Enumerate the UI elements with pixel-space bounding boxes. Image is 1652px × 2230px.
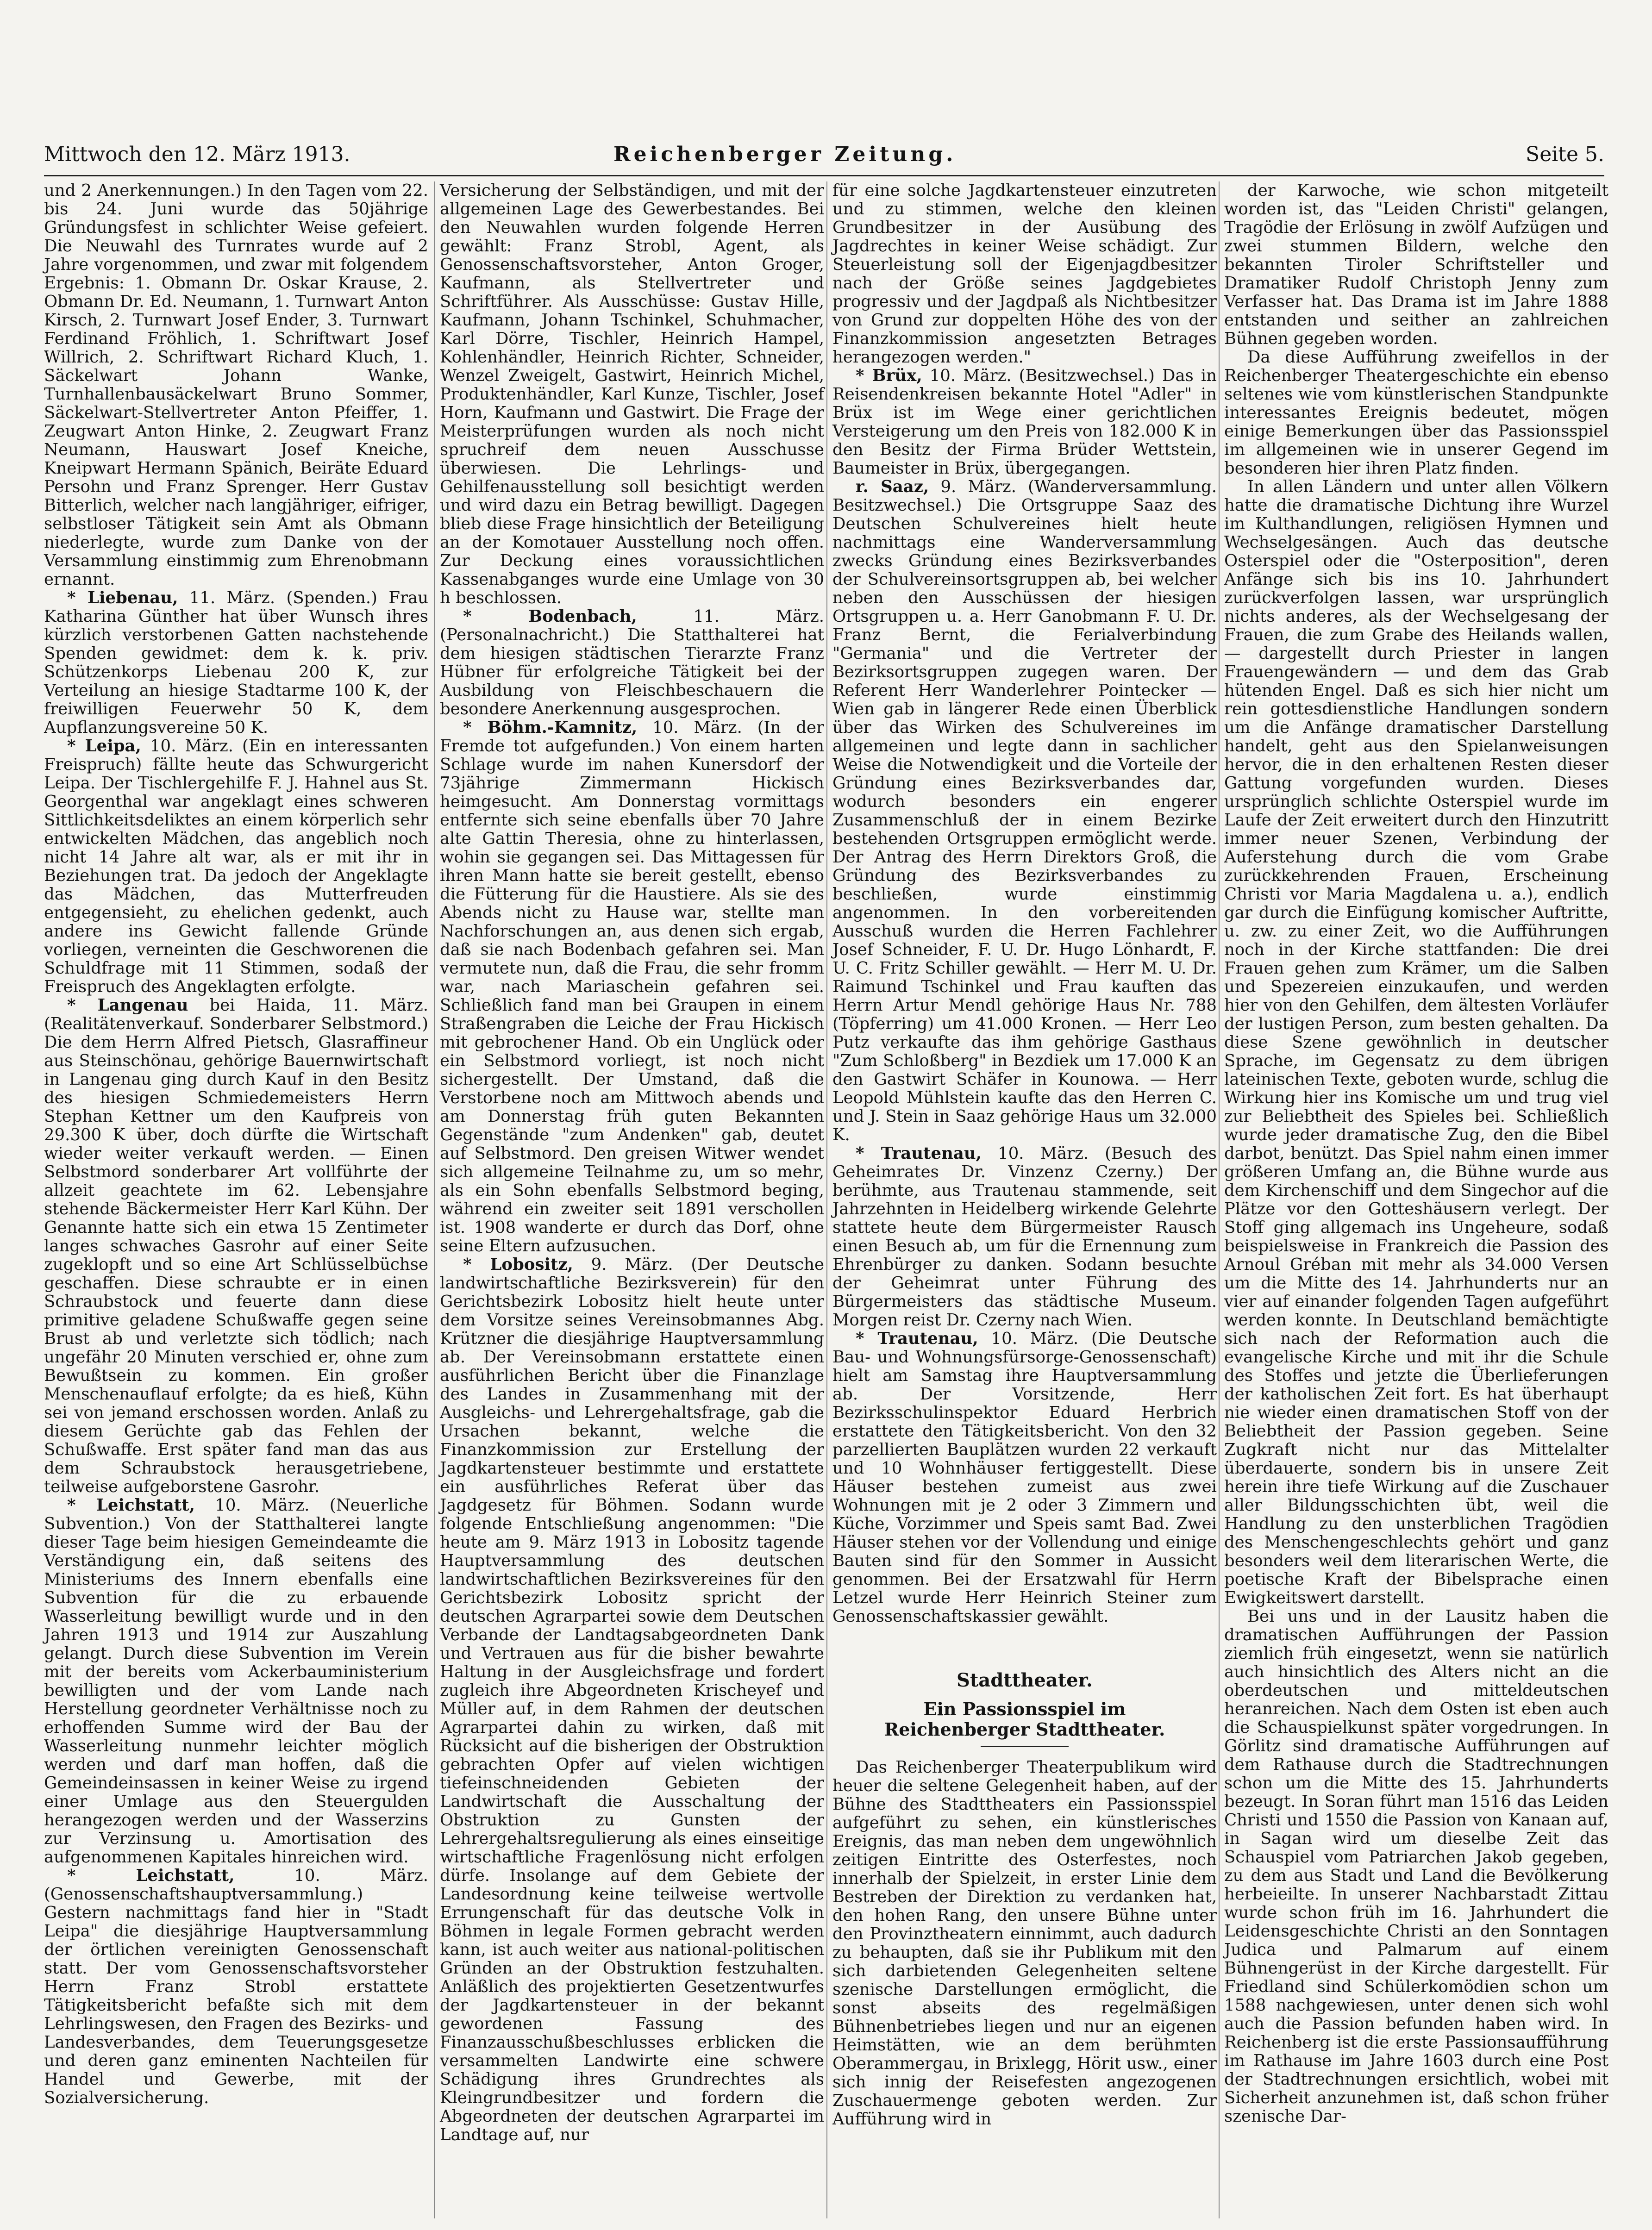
dateline-place: * Böhm.-Kamnitz,: [463, 718, 638, 737]
dateline-place: * Trautenau,: [856, 1144, 982, 1163]
news-item: [440, 181, 824, 607]
news-text: 10. März. (Besitzwechsel.) Das in Reisendenkreisen bekannte Hotel "Adler" in Brüx ist im Wege einer gerichtlichen Versteigerung um den Preis von 182.000 K in den Besitz der Firma Brüder Wettstein, Baumeister in Brüx, übergegangen.: [832, 366, 1217, 478]
page-number: Seite 5.: [1526, 143, 1604, 166]
dateline-place: * Bodenbach,: [463, 607, 637, 626]
column-divider: [1219, 181, 1220, 2218]
news-text: 10. März. (Besuch des Geheimrates Dr. Vinzenz Czerny.) Der berühmte, aus Trautenau stammende, seit Jahrzehnten in Heidelberg wirkende Gelehrte stattete heute dem Bürgermeister Rausch einen Besuch ab, um für die Ernennung zum Ehrenbürger zu danken. Sodann besuchte der Geheimrat unter Führung des Bürgermeisters das städtische Museum. Morgen reist Dr. Czerny nach Wien.: [832, 1144, 1217, 1330]
news-item: [832, 1330, 1217, 1626]
news-item: [44, 1867, 428, 2107]
news-item: [1224, 181, 1608, 348]
dateline-place: r. Saaz,: [856, 477, 929, 496]
news-item: [440, 718, 824, 1256]
news-text: 9. März. (Der Deutsche landwirtschaftliche Bezirksverein) für den Gerichtsbezirk Lobositz hielt heute unter dem Vorsitze seines Vereinsobmannes Abg. Krützner die diesjährige Hauptversammlung ab. Der Vereinsobmann erstattete einen ausführlichen Bericht über die Finanzlage des Landes in Zusammenhang mit der Ausgleichs- und Lehrergehaltsfrage, gab die Ursachen bekannt, welche die Finanzkommission zur Erstellung der Jagdkartensteuer bestimmte und erstattete ein ausführliches Referat über das Jagdgesetz für Böhmen. Sodann wurde folgende Entschließung angenommen: "Die heute am 9. März 1913 in Lobositz tagende Hauptversammlung des deutschen landwirtschaftlichen Bezirksvereines für den Gerichtsbezirk Lobositz spricht der deutschen Agrarpartei sowie dem Deutschen Verbande der Landtagsabgeordneten Dank und Vertrauen aus für die bisher bewahrte Haltung in der Ausgleichsfrage und fordert zugleich ihre Abgeordneten Krischeyef und Müller auf, in dem Rahmen der deutschen Agrarpartei dahin zu wirken, daß mit Rücksicht auf die bisherigen der Obstruktion gebrachten Opfer auf vielen wichtigen tiefeinschneidenden Gebieten der Landwirtschaft die Ausschaltung der Obstruktion zu Gunsten der Lehrergehaltsregulierung als eines einseitige wirtschaftliche Fragenlösung nicht erfolgen dürfe. Insolange auf dem Gebiete der Landesordnung keine teilweise wertvolle Errungenschaft für das deutsche Volk in Böhmen in legale Formen gebracht werden kann, ist auch weiter aus national-politischen Gründen an der Obstruktion festzuhalten. Anläßlich des projektierten Gesetzentwurfes der Jagdkartensteuer in der bekannt gewordenen Fassung des Finanzausschußbeschlusses erblicken die versammelten Landwirte eine schwere Schädigung ihres Grundrechtes als Kleingrundbesitzer und fordern die Abgeordneten der deutschen Agrarpartei im Landtage auf, nur: [440, 1255, 824, 2144]
news-text: für eine solche Jagdkartensteuer einzutreten und zu stimmen, welche den kleinen Grundbesitzer in der Ausübung des Jagdrechtes in keiner Weise schädigt. Zur Steuerleistung soll der Eigenjagdbesitzer nach der Größe seines Jagdgebietes progressiv und der Jagdpaß als Nichtbesitzer von Grund zur doppelten Höhe des von der Finanzkommission angesetzten Betrages herangezogen werden.": [832, 181, 1217, 367]
news-item: [44, 996, 428, 1496]
news-text: 10. März. (In der Fremde tot aufgefunden.) Von einem harten Schlage wurde im nahen Kunersdorf der 73jährige Zimmermann Hickisch heimgesucht. Am Donnerstag vormittags entfernte sich seine ebenfalls über 70 Jahre alte Gattin Theresia, ohne zu hinterlassen, wohin sie gegangen sei. Das Mittagessen für ihren Mann hatte sie bereit gestellt, ebenso die Fütterung für die Haustiere. Als sie des Abends nicht zu Hause war, stellte man Nachforschungen an, aus denen sich ergab, daß sie nach Bodenbach gefahren sei. Man vermutete nun, daß die Frau, die sehr fromm war, nach Mariaschein gefahren sei. Schließlich fand man bei Graupen in einem Straßengraben die Leiche der Frau Hickisch mit gebrochener Hand. Ob ein Unglück oder ein Selbstmord vorliegt, ist noch nicht sichergestellt. Der Umstand, daß die Verstorbene noch am Mittwoch abends und am Donnerstag früh guten Bekannten Gegenstände "zum Andenken" gab, deutet auf Selbstmord. Den greisen Witwer wendet sich allgemeine Teilnahme zu, um so mehr, als ein Sohn ebenfalls Selbstmord beging, während ein zweiter seit 1891 verschollen ist. 1908 wanderte er durch das Dorf, ohne seine Eltern aufzusuchen.: [440, 718, 824, 1256]
news-text: 10. März. (Ein en interessanten Freispruch) fällte heute das Schwurgericht Leipa. Der Tischlergehilfe F. J. Hahnel aus St. Georgenthal war angeklagt eines schweren Sittlichkeitsdeliktes an einem körperlich sehr entwickelten Mädchen, das angeblich noch nicht 14 Jahre alt war, als er mit ihr in Beziehungen trat. Da jedoch der Angeklagte das Mädchen, das Mutterfreuden entgegensieht, zu ehelichen gedenkt, auch andere ins Gewicht fallende Gründe vorliegen, verneinten die Geschworenen die Schuldfrage mit 11 Stimmen, sodaß der Freispruch des Angeklagten erfolgte.: [44, 737, 428, 996]
headline-rule: [981, 1746, 1069, 1747]
news-text: der Karwoche, wie schon mitgeteilt worden ist, das "Leiden Christi" gelangen, Tragödie der Erlösung in zwölf Aufzügen und zwei stummen Bildern, welche den bekannten Tiroler Schriftsteller und Dramatiker Rudolf Christoph Jenny zum Verfasser hat. Das Drama ist im Jahre 1888 entstanden und seither an zahlreichen Bühnen gegeben worden.: [1224, 181, 1608, 348]
news-text: und 2 Anerkennungen.) In den Tagen vom 22. bis 24. Juni wurde das 50jährige Gründungsfest in schlichter Weise gefeiert. Die Neuwahl des Turnrates wurde auf 2 Jahre vorgenommen, und zwar mit folgendem Ergebnis: 1. Obmann Dr. Oskar Krause, 2. Obmann Dr. Ed. Neumann, 1. Turnwart Anton Kirsch, 2. Turnwart Josef Ender, 3. Turnwart Ferdinand Fröhlich, 1. Schriftwart Josef Willrich, 2. Schriftwart Richard Kluch, 1. Säckelwart Johann Wanke, Turnhallenbausäckelwart Bruno Sommer, Säckelwart-Stellvertreter Anton Pfeiffer, 1. Zeugwart Anton Hinke, 2. Zeugwart Franz Neumann, Hauswart Josef Kneiche, Kneipwart Hermann Spänich, Beiräte Eduard Persohn und Franz Sprenger. Herr Gustav Bitterlich, welcher nach langjähriger, eifriger, selbstloser Tätigkeit sein Amt als Obmann niederlegte, wurde zum Danke von der Versammlung einstimmig zum Ehrenobmann ernannt.: [44, 181, 428, 589]
news-item: [44, 181, 428, 589]
news-item: [832, 367, 1217, 478]
theater-section: [832, 1671, 1217, 2218]
news-item: [440, 1256, 824, 2144]
article-paragraph: Das Reichenberger Theaterpublikum wird heuer die seltene Gelegenheit haben, auf der Bühne des Stadttheaters ein Passionsspiel aufgeführt zu sehen, ein künstlerisches Ereignis, das man neben dem ungewöhnlich zeitigen Eintritte des Osterfestes, noch innerhalb der Spielzeit, in erster Linie dem Bestreben der Direktion zu verdanken hat, den hohen Rang, den unsere Bühne unter den Provinztheatern einnimmt, auch dadurch zu behaupten, daß sie ihr Publikum mit den sich darbietenden Gelegenheiten seltene szenische Darstellungen ermöglicht, die sonst abseits des regelmäßigen Bühnenbetriebes liegen und nur an eigenen Heimstätten, wie an dem berühmten Oberammergau, in Brixlegg, Hörit usw., einer sich innig der Reisefesten angezogenen Zuschauermenge geboten werden. Zur Aufführung wird in: [832, 1758, 1217, 2129]
page-header: [44, 139, 1604, 181]
news-item: [1224, 478, 1608, 1607]
headline-line-1: Ein Passionsspiel im: [923, 1699, 1126, 1719]
dateline-place: * Lobositz,: [463, 1255, 573, 1274]
news-item: [832, 478, 1217, 1144]
news-text: 10. März. (Neuerliche Subvention.) Von der Statthalterei langte dieser Tage beim hiesigen Gemeindeamte die Verständigung ein, daß seitens des Ministeriums des Innern ebenfalls eine Subvention für die zu erbauende Wasserleitung bewilligt wurde und in den Jahren 1913 und 1914 zur Auszahlung gelangt. Durch diese Subvention im Verein mit der bereits vom Ackerbauministerium bewilligten und der vom Lande nach Herstellung geordneter Verhältnisse noch zu erhoffenden Summe wird der Bau der Wasserleitung nunmehr leichter möglich werden und darf man hoffen, daß die Gemeindeinsassen in keiner Weise zu irgend einer Umlage aus den Steuergulden herangezogen werden und der Wasserzins zur Verzinsung u. Amortisation des aufgenommenen Kapitales hinreichen wird.: [44, 1496, 428, 1867]
dateline-place: * Leichstatt,: [67, 1866, 235, 1885]
news-item: [832, 1144, 1217, 1330]
news-text: 10. März. (Genossenschaftshauptversammlung.) Gestern nachmittags fand hier in "Stadt Leipa" die diesjährige Hauptversammlung der örtlichen vereinigten Genossenschaft statt. Der vom Genossenschaftsvorsteher Herrn Franz Strobl erstattete Tätigkeitsbericht befaßte sich mit dem Lehrlingswesen, den Fragen des Bezirks- und Landesverbandes, dem Teuerungsgesetze und deren ganz eminenten Nachteilen für Handel und Gewerbe, mit der Sozialversicherung.: [44, 1866, 428, 2107]
news-text: bei Haida, 11. März. (Realitätenverkauf. Sonderbarer Selbstmord.) Die dem Herrn Alfred Pietsch, Glasraffineur aus Steinschönau, gehörige Bauernwirtschaft in Langenau ging durch Kauf in den Besitz des hiesigen Schmiedemeisters Herrn Stephan Kettner um den Kaufpreis von 29.300 K über, doch dürfte die Wirtschaft wieder weiter verkauft werden. — Einen Selbstmord sonderbarer Art vollführte der allzeit geachtete im 62. Lebensjahre stehende Bäckermeister Herr Karl Kühn. Der Genannte hatte sich ein etwa 15 Zentimeter langes schwaches Gasrohr auf einer Seite zugeklopft und so eine Art Schlüsselbüchse geschaffen. Diese schraubte er in einen Schraubstock und feuerte dann diese primitive geladene Schußwaffe gegen seine Brust ab und verletzte sich tödlich; nach ungefähr 20 Minuten verschied er, ohne zum Bewußtsein zu kommen. Ein großer Menschenauflauf erfolgte; da es hieß, Kühn sei von jemand erschossen worden. Anlaß zu diesem Gerüchte gab das Fehlen der Schußwaffe. Erst später fand man das aus dem Schraubstock herausgetriebene, teilweise aufgeborstene Gasrohr.: [44, 996, 428, 1496]
news-item: [44, 737, 428, 996]
text-column-4: [1224, 181, 1608, 2218]
header-date: Mittwoch den 12. März 1913.: [44, 143, 350, 166]
article-headline: [832, 1699, 1217, 1740]
text-column-1: [44, 181, 428, 2218]
news-text: Versicherung der Selbständigen, und mit der allgemeinen Lage des Gewerbestandes. Bei den Neuwahlen wurden folgende Herren gewählt: Franz Strobl, Agent, als Genossenschaftsvorsteher, Anton Groger, Kaufmann, als Stellvertreter und Schriftführer. Als Ausschüsse: Gustav Hille, Kaufmann, Johann Tschinkel, Schuhmacher, Karl Dörre, Tischler, Heinrich Hampel, Kohlenhändler, Heinrich Richter, Schneider, Wenzel Zweigelt, Gastwirt, Heinrich Michel, Produktenhändler, Karl Kunze, Tischler, Josef Horn, Kaufmann und Gastwirt. Die Frage der Meisterprüfungen wurden als noch nicht spruchreif dem neuen Ausschusse überwiesen. Die Lehrlings- und Gehilfenausstellung soll besichtigt werden und wird dazu ein Betrag bewilligt. Dagegen blieb diese Frage hinsichtlich der Beteiligung an der Komotauer Ausstellung noch offen. Zur Deckung eines voraussichtlichen Kassenabganges wurde eine Umlage von 30 h beschlossen.: [440, 181, 824, 607]
news-item: [44, 589, 428, 737]
news-text: 11. März. (Spenden.) Frau Katharina Günther hat über Wunsch ihres kürzlich verstorbenen Gatten nachstehende Spenden gewidmet: dem k. k. priv. Schützenkorps Liebenau 200 K, zur Verteilung an hiesige Stadtarme 100 K, der freiwilligen Feuerwehr 50 K, dem Aupflanzungsvereine 50 K.: [44, 588, 428, 737]
text-column-3: [832, 181, 1217, 1626]
dateline-place: * Leipa,: [67, 737, 141, 756]
news-text: Bei uns und in der Lausitz haben die dramatischen Aufführungen der Passion ziemlich früh eingesetzt, wenn sie natürlich auch hinsichtlich des Alters nicht an die oberdeutschen und mitteldeutschen heranreichen. Nach dem Osten ist eben auch die Schauspielkunst später vorgedrungen. In Görlitz sind dramatische Aufführungen auf dem Rathause durch die Stadtrechnungen schon um die Mitte des 15. Jahrhunderts bezeugt. In Soran führt man 1516 das Leiden Christi und 1550 die Passion von Kanaan auf, in Sagan wird um dieselbe Zeit das Schauspiel vom Patriarchen Jakob gegeben, zu dem aus Stadt und Land die Bevölkerung herbeieilte. In unserer Nachbarstadt Zittau wurde schon früh im 16. Jahrhundert die Leidensgeschichte Christi an den Sonntagen Judica und Palmarum auf einem Bühnengerüst in der Kirche dargestellt. Für Friedland sind Schülerkomödien schon um 1588 nachgewiesen, unter denen sich wohl auch die Passion befunden haben wird. In Reichenberg ist die erste Passionsaufführung im Rathause im Jahre 1603 durch eine Post der Stadtrechnungen ersichtlich, wobei mit Sicherheit anzunehmen ist, daß schon früher szenische Dar-: [1224, 1607, 1608, 2126]
dateline-place: * Brüx,: [856, 366, 922, 385]
news-item: [1224, 348, 1608, 478]
article-body: [832, 1758, 1217, 2129]
news-item: [1224, 1607, 1608, 2126]
dateline-place: * Trautenau,: [856, 1329, 978, 1348]
news-text: 9. März. (Wanderversammlung. Besitzwechsel.) Die Ortsgruppe Saaz des Deutschen Schulvereines hielt heute nachmittags eine Wanderversammlung zwecks Gründung eines Bezirksverbandes der Schulvereinsortsgruppen ab, bei welcher neben den Ausschüssen der hiesigen Ortsgruppen u. a. Herr Ganobmann F. U. Dr. Franz Bernt, die Ferialverbindung "Germania" und die Vertreter der Bezirksortsgruppen zugegen waren. Der Referent Herr Wanderlehrer Pointecker — Wien gab in längerer Rede einen Überblick über das Wirken des Schulvereines im allgemeinen und legte dann in sachlicher Weise die Notwendigkeit und die Vorteile der Gründung eines Bezirksverbandes dar, wodurch besonders ein engerer Zusammenschluß der in einem Bezirke bestehenden Ortsgruppen ermöglicht werde. Der Antrag des Herrn Direktors Groß, die Gründung des Bezirksverbandes zu beschließen, wurde einstimmig angenommen. In den vorbereitenden Ausschuß wurden die Herren Fachlehrer Josef Schneider, F. U. Dr. Hugo Lönhardt, F. U. C. Fritz Schiller gewählt. — Herr M. U. Dr. Raimund Tschinkel und Frau kauften das Herrn Artur Mendl gehörige Haus Nr. 788 (Töpferring) um 41.000 Kronen. — Herr Leo Putz verkaufte das ihm gehörige Gasthaus "Zum Schloßberg" in Bezdiek um 17.000 K an den Gastwirt Schäfer in Kounowa. — Herr Leopold Mühlstein kaufte das den Herren C. und J. Stein in Saaz gehörige Haus um 32.000 K.: [832, 477, 1217, 1144]
news-text: In allen Ländern und unter allen Völkern hatte die dramatische Dichtung ihre Wurzel im Kulthandlungen, religiösen Hymnen und Wechselgesängen. Auch das deutsche Osterspiel oder die "Osterposition", deren Anfänge sich bis ins 10. Jahrhundert zurückverfolgen lassen, war ursprünglich nichts anderes, als der Wechselgesang der Frauen, die zum Grabe des Heilands wallen, — dargestellt durch Priester in langen Frauengewändern — und dem das Grab hütenden Engel. Daß es sich hier nicht um rein gottesdienstliche Handlungen sondern um die Anfänge dramatischer Darstellung handelt, geht aus den Spielanweisungen hervor, die in den erhaltenen Resten dieser Gattung vorgefunden wurden. Dieses ursprünglich schlichte Osterspiel wurde im Laufe der Zeit erweitert durch den Hinzutritt immer neuer Szenen, Verbindung der Auferstehung durch die vom Grabe zurückkehrenden Frauen, Erscheinung Christi vor Maria Magdalena u. a.), endlich gar durch die Einfügung komischer Auftritte, u. zw. zu einer Zeit, wo die Aufführungen noch in der Kirche stattfanden: Die drei Frauen gehen zum Krämer, um die Salben und Spezereien einzukaufen, und werden hier von den Gehilfen, dem ältesten Vorläufer der lustigen Person, zum besten gehalten. Da diese Szene gewöhnlich in deutscher Sprache, im Gegensatz zu dem übrigen lateinischen Texte, geboten wurde, schlug die Wirkung hier ins Komische um und trug viel zur Beliebtheit des Spieles bei. Schließlich wurde jeder dramatische Zug, den die Bibel darbot, benützt. Das Spiel nahm einen immer größeren Umfang an, die Bühne wurde aus dem Kirchenschiff und dem Singechor auf die Plätze vor den Gotteshäusern verlegt. Der Stoff ging allgemach ins Ungeheure, sodaß beispielsweise in Frankreich die Passion des Arnoul Gréban mit mehr als 34.000 Versen um die Mitte des 14. Jahrhunderts nur an vier auf einander folgenden Tagen aufgeführt werden konnte. In Deutschland bemächtigte sich nach der Reformation auch die evangelische Kirche und mit ihr die Schule des Stoffes und jetzte die Überlieferungen der katholischen Zeit fort. Es hat überhaupt nie wieder einen dramatischen Stoff von der Beliebtheit der Passion gegeben. Seine Zugkraft nicht nur das Mittelalter überdauerte, sondern bis in unsere Zeit herein ihre tiefe Wirkung auf die Zuschauer aller Bildungsschichten übt, weil die Handlung zu den unsterblichen Tragödien des Menschengeschlechts gehört und ganz besonders weil dem literarischen Werte, die poetische Kraft der Bibelsprache einen Ewigkeitswert darstellt.: [1224, 477, 1608, 1607]
column-divider: [826, 181, 827, 2218]
dateline-place: * Liebenau,: [67, 588, 178, 607]
dateline-place: * Leichstatt,: [67, 1496, 195, 1515]
headline-line-2: Reichenberger Stadttheater.: [884, 1719, 1165, 1740]
text-column-2: [440, 181, 824, 2218]
news-text: Da diese Aufführung zweifellos in der Reichenberger Theatergeschichte ein ebenso seltenes wie vom künstlerischen Standpunkte interessantes Ereignis bedeutet, mögen einige Bemerkungen über das Passionsspiel im allgemeinen wie in unserer Gegend im besonderen hier ihren Platz finden.: [1224, 348, 1608, 478]
news-item: [440, 607, 824, 718]
newspaper-title: Reichenberger Zeitung.: [613, 143, 957, 166]
news-item: [832, 181, 1217, 367]
news-text: 11. März. (Personalnachricht.) Die Statthalterei hat dem hiesigen städtischen Tierarzte Franz Hübner für erfolgreiche Tätigkeit bei der Ausbildung von Fleischbeschauern die besondere Anerkennung ausgesprochen.: [440, 607, 824, 718]
header-rule: [44, 175, 1604, 176]
news-text: 10. März. (Die Deutsche Bau- und Wohnungsfürsorge-Genossenschaft) hielt am Samstag ihre Hauptversammlung ab. Der Vorsitzende, Herr Bezirksschulinspektor Eduard Herbrich erstattete den Tätigkeitsbericht. Von den 32 parzellierten Bauplätzen wurden 22 verkauft und 10 Wohnhäuser fertiggestellt. Diese Häuser bestehen zumeist aus zwei Wohnungen mit je 2 oder 3 Zimmern und Küche, Vorzimmer und Speis samt Bad. Zwei Häuser stehen vor der Vollendung und einige Bauten sind für den Sommer in Aussicht genommen. Bei der Ersatzwahl für Herrn Letzel wurde Herr Heinrich Steiner zum Genossenschaftskassier gewählt.: [832, 1329, 1217, 1626]
section-title: Stadttheater.: [957, 1669, 1093, 1691]
news-item: [44, 1496, 428, 1867]
dateline-place: * Langenau: [67, 996, 188, 1015]
column-divider: [434, 181, 435, 2218]
